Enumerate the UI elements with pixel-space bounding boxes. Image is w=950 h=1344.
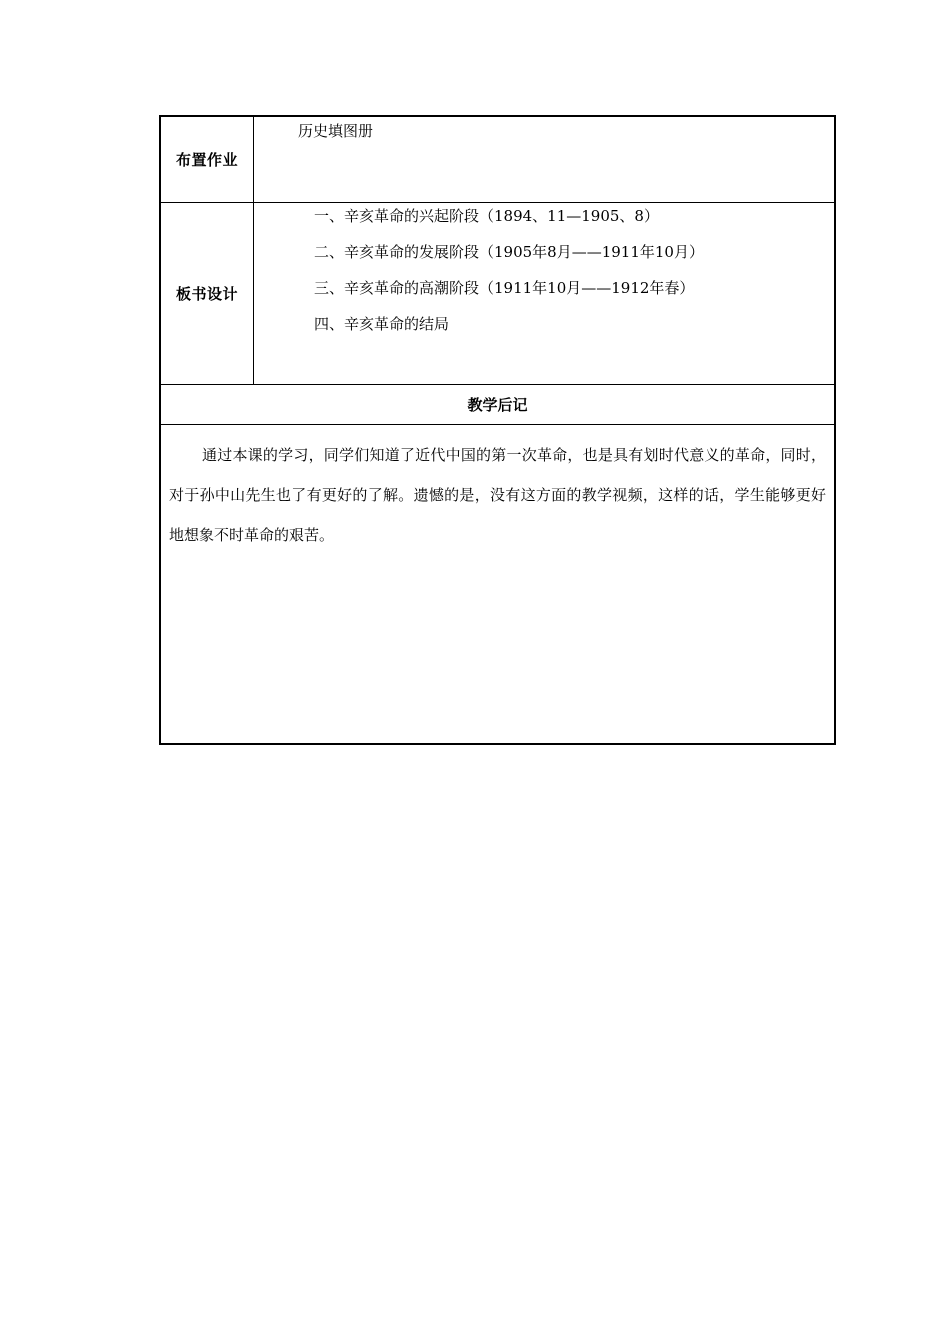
board-design-item: 二、辛亥革命的发展阶段（1905年8月——1911年10月） [314, 243, 704, 261]
board-design-content-cell [254, 203, 834, 384]
homework-row [161, 117, 834, 203]
teaching-notes-title-row [161, 385, 834, 425]
lesson-plan-table [159, 115, 836, 745]
board-design-row [161, 203, 834, 385]
teaching-notes-body: 通过本课的学习，同学们知道了近代中国的第一次革命，也是具有划时代意义的革命，同时，对于孙中山先生也了有更好的了解。遗憾的是，没有这方面的教学视频，这样的话，学生能够更好地想象不时革命的艰苦。 [169, 446, 826, 544]
teaching-notes-title: 教学后记 [467, 396, 528, 414]
homework-label: 布置作业 [161, 117, 254, 202]
board-design-item: 四、辛亥革命的结局 [314, 315, 450, 333]
board-design-label: 板书设计 [161, 203, 254, 384]
homework-content: 历史填图册 [298, 122, 374, 140]
teaching-notes-body-row [161, 425, 834, 743]
homework-content-cell [254, 117, 834, 202]
board-design-item: 一、辛亥革命的兴起阶段（1894、11—1905、8） [314, 207, 659, 225]
board-design-item: 三、辛亥革命的高潮阶段（1911年10月——1912年春） [314, 279, 695, 297]
